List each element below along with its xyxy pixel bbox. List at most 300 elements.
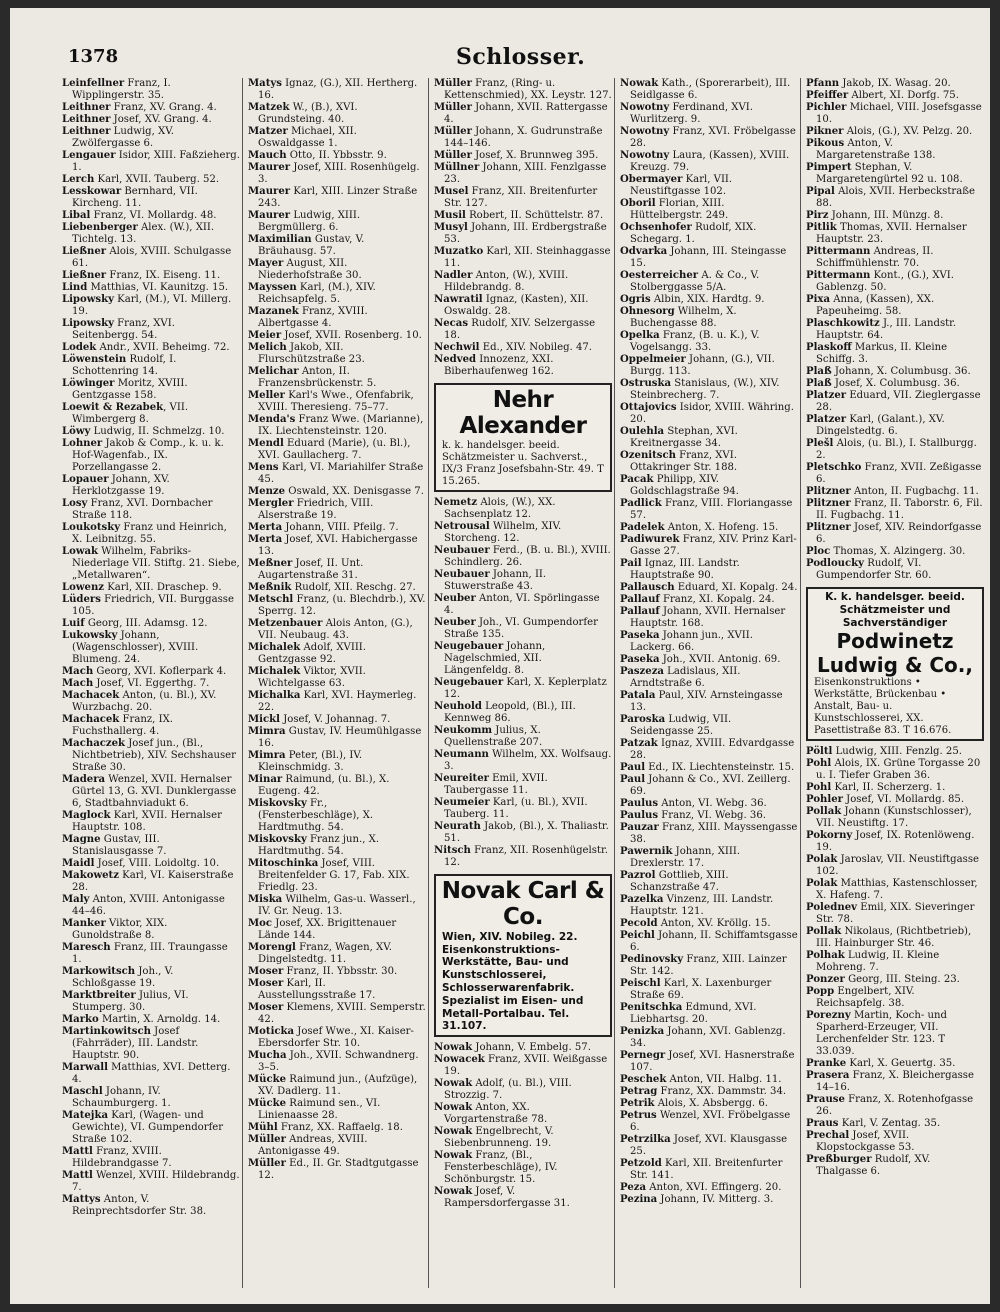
entry-details: Josef, XIV. Reindorfgasse 6. [816, 522, 982, 545]
directory-entry [804, 854, 986, 878]
entry-name: Nowak [620, 78, 659, 89]
entry-details: Karl, XVII. Tauberg. 52. [94, 174, 220, 185]
entry-name: Patala [620, 690, 656, 701]
entry-details: Alex. (W.), XII. Tichtelg. 13. [72, 222, 215, 245]
ad-text: Eisenkonstruktions • Werkstätte, Brückenbau • Anstalt, Bau- u. Kunstschlosserei, XX. Pasettistraße 83. T 16.676. [814, 677, 952, 737]
entry-name: Pollak [806, 806, 842, 818]
entry-name: Mitoschinka [248, 858, 319, 869]
directory-entry [618, 378, 800, 402]
entry-name: Mücke [248, 1074, 287, 1085]
entry-details: Jaroslav, VII. Neustiftgasse 102. [816, 854, 979, 878]
entry-details: Julius, VI. Stumperg. 30. [72, 990, 189, 1013]
entry-name: Madera [62, 774, 106, 785]
directory-entry [432, 210, 614, 222]
entry-details: Matthias, XVI. Detterg. 4. [72, 1062, 231, 1085]
entry-name: Metzenbauer [248, 618, 323, 629]
directory-entry [618, 870, 800, 894]
entry-details: Anton, X. Hofeng. 15. [664, 522, 779, 533]
entry-details: Franz, IX. Eiseng. 11. [106, 270, 221, 281]
entry-details: Josef jun., (Bl., Nichtbetrieb), XIV. Sechshauser Straße 30. [72, 738, 236, 773]
directory-entry [60, 210, 242, 222]
entry-details: Georg, III. Steing. 23. [844, 974, 960, 986]
directory-entry [618, 246, 800, 270]
directory-entry [432, 821, 614, 845]
entry-name: Neurath [434, 820, 481, 832]
entry-details: Peter, (Bl.), IV. Kleinschmidg. 3. [258, 750, 363, 773]
directory-entry [60, 666, 242, 678]
directory-entry [618, 174, 800, 198]
entry-name: Mauch [248, 150, 287, 161]
directory-entry [246, 1134, 428, 1158]
directory-entry [804, 1130, 986, 1154]
directory-entry [804, 342, 986, 366]
entry-name: Paulus [620, 810, 659, 821]
entry-name: Polhak [806, 950, 845, 962]
directory-entry [804, 246, 986, 270]
entry-name: Nowak [434, 1042, 473, 1054]
entry-name: Löwinger [62, 378, 115, 389]
directory-entry [618, 294, 800, 306]
entry-name: Lowak [62, 546, 99, 557]
entry-details: Adolf, XVIII. Gentzgasse 92. [258, 642, 366, 665]
entry-details: Johann, II. Schiffamtsgasse 6. [630, 930, 798, 953]
entry-name: Pohler [806, 794, 843, 806]
directory-entry [60, 1110, 242, 1146]
entry-details: Franz, VI. Mollardg. 48. [90, 210, 217, 221]
directory-entry [618, 762, 800, 774]
directory-entry [804, 318, 986, 342]
entry-details: Josef, VI. Mollardg. 85. [842, 794, 965, 806]
directory-entry [60, 1014, 242, 1026]
entry-details: Karl, XVI. Haymerleg. 22. [258, 690, 417, 713]
entry-name: Nedved [434, 354, 477, 365]
entry-details: Viktor, XIX. Gunoldstraße 8. [72, 918, 168, 941]
entry-details: , VII. Wimbergerg 8. [72, 402, 189, 425]
directory-entry [246, 486, 428, 498]
entry-name: Neuber [434, 592, 476, 604]
entry-details: Andreas, II. Schiffmühlenstr. 70. [816, 246, 934, 269]
entry-details: Ludwig, VII. Seidengasse 25. [630, 714, 732, 737]
entry-details: Anton, XVIII. Antonigasse 44–46. [72, 894, 225, 917]
directory-entry [618, 558, 800, 582]
directory-entry [246, 258, 428, 282]
directory-entry [432, 773, 614, 797]
entry-name: Paul [620, 762, 646, 773]
entry-details: Albert, XI. Dorfg. 75. [848, 90, 959, 101]
entry-name: Ließner [62, 246, 107, 257]
directory-entry [60, 1146, 242, 1170]
directory-entry [60, 426, 242, 438]
entry-details: Josef, XX. Brigittenauer Lände 144. [258, 918, 397, 941]
directory-entry [246, 966, 428, 978]
directory-entry [618, 354, 800, 378]
entry-details: Josef, XVI. Klausgasse 25. [630, 1134, 788, 1157]
entry-details: Ignaz, III. Landstr. Hauptstraße 90. [630, 558, 740, 581]
entry-name: Magne [62, 834, 101, 845]
entry-details: Franz, (B. u. K.), V. Vogelsangg. 33. [630, 330, 760, 353]
entry-details: Ludwig, XV. Zwölfergasse 6. [72, 126, 174, 149]
entry-name: Petrus [620, 1110, 657, 1121]
directory-entry [432, 1102, 614, 1126]
directory-entry [60, 966, 242, 990]
entry-name: Oboril [620, 198, 656, 209]
entry-details: Ed., XIV. Nobileg. 47. [479, 342, 593, 353]
entry-details: Karl, XII. Steinhaggasse 11. [444, 246, 611, 269]
directory-entry [246, 438, 428, 462]
directory-entry [60, 870, 242, 894]
directory-entry [804, 414, 986, 438]
directory-entry [804, 950, 986, 974]
directory-entry [432, 222, 614, 246]
directory-entry [618, 402, 800, 426]
directory-entry [804, 90, 986, 102]
entry-name: Marwall [62, 1062, 108, 1073]
entry-details: Anton, V. Reinprechtsdorfer Str. 38. [72, 1194, 207, 1217]
entry-details: Michael, XII. Oswaldgasse 1. [258, 126, 357, 149]
entry-details: Franz, (Ring- u. Kettenschmied), XX. Leystr. 127. [444, 78, 612, 101]
entry-details: Franz, X. Bleichergasse 14–16. [816, 1070, 974, 1094]
entry-details: Paul, XIV. Arnsteingasse 13. [630, 690, 783, 713]
entry-name: Müller [434, 150, 472, 161]
directory-entry [432, 1126, 614, 1150]
entry-name: Miskovsky [248, 798, 307, 809]
entry-details: Ferdinand, XVI. Wurlitzerg. 9. [630, 102, 753, 125]
entry-name: Nowak [434, 1102, 473, 1114]
directory-entry [60, 354, 242, 378]
directory-entry [432, 186, 614, 210]
entry-details: Anton, VI. Webg. 36. [658, 798, 767, 809]
entry-name: Müller [434, 126, 472, 137]
entry-name: Mach [62, 666, 94, 677]
entry-name: Michalek [248, 642, 301, 653]
entry-details: Franz, XVI. Fröbelgasse 28. [630, 126, 796, 149]
directory-entry [804, 974, 986, 986]
entry-name: Markowitsch [62, 966, 136, 977]
entry-details: Eduard, XI. Kopalg. 24. [674, 582, 798, 593]
directory-entry [618, 1134, 800, 1158]
entry-details: Franz, XX. Raffaelg. 18. [277, 1122, 403, 1133]
entry-name: Padlick [620, 498, 662, 509]
entry-name: Pipal [806, 186, 835, 197]
entry-name: Paszeza [620, 666, 664, 677]
entry-details: Johann, IV. Mitterg. 3. [657, 1194, 774, 1205]
directory-entry [60, 114, 242, 126]
entry-details: Karl, VI. Mariahilfer Straße 45. [258, 462, 424, 485]
entry-details: Klemens, XVIII. Semperstr. 42. [258, 1002, 426, 1025]
entry-name: Matejka [62, 1110, 108, 1121]
entry-details: Wenzel, XVI. Fröbelgasse 6. [630, 1110, 791, 1133]
entry-details: Ferd., (B. u. Bl.), XVIII. Schindlerg. 26. [444, 544, 611, 568]
entry-details: Anton, (u. Bl.), XV. Wurzbachg. 20. [72, 690, 217, 713]
directory-entry [432, 78, 614, 102]
entry-details: Karl, (Wagen- und Gewichte), VI. Gumpendorfer Straße 102. [72, 1110, 224, 1145]
column-1 [60, 78, 243, 1288]
directory-entry [432, 150, 614, 162]
directory-entry [432, 521, 614, 545]
entry-details: Franz, XVII. Zeßigasse 6. [816, 462, 982, 485]
entry-details: Rudolf, XIX. Schegarg. 1. [630, 222, 757, 245]
entry-name: Paul [620, 774, 646, 785]
directory-entry [60, 222, 242, 246]
entry-details: Jakob, XII. Flurschützstraße 23. [258, 342, 365, 365]
entry-details: Karl, XII. Draschep. 9. [104, 582, 222, 593]
directory-entry [618, 774, 800, 798]
entry-details: J., III. Landstr. Hauptstr. 64. [816, 318, 957, 341]
directory-entry [246, 522, 428, 534]
entry-name: Pecold [620, 918, 658, 929]
directory-entry [804, 162, 986, 186]
entry-name: Mücke [248, 1098, 287, 1109]
entry-name: Libal [62, 210, 91, 221]
entry-name: Neukomm [434, 724, 493, 736]
directory-entry [804, 294, 986, 318]
entry-details: Jakob, IX. Wasag. 20. [839, 78, 951, 89]
entry-name: Pazrol [620, 870, 656, 881]
entry-details: Wilhelm, XIV. Storcheng. 12. [444, 520, 562, 544]
directory-entry [246, 834, 428, 858]
entry-name: Miskovsky [248, 834, 307, 845]
entry-details: A. & Co., V. Stolberggasse 5/A. [630, 270, 760, 293]
entry-name: Pezina [620, 1194, 658, 1205]
entry-details: Johann (Kunstschlosser), VII. Neustiftg. 17. [816, 806, 972, 830]
directory-entry [618, 1158, 800, 1182]
entry-details: Alois Anton, (G.), VII. Neubaug. 43. [258, 618, 413, 641]
entry-details: Julius, X. Quellenstraße 207. [444, 724, 543, 748]
directory-entry [246, 234, 428, 258]
entry-name: Machacek [62, 714, 120, 725]
ad-name: Podwinetz Ludwig & Co., [817, 629, 973, 678]
directory-entry [60, 942, 242, 966]
directory-entry [804, 522, 986, 546]
entry-name: Nechwil [434, 342, 480, 353]
entry-name: Nowacek [434, 1054, 485, 1066]
entry-name: Nowak [434, 1078, 473, 1090]
directory-entry [60, 402, 242, 426]
entry-name: Menze [248, 486, 286, 497]
entry-details: Franz, XVI. Ottakringer Str. 188. [630, 450, 738, 473]
directory-entry [804, 102, 986, 126]
entry-details: Josef, XVI. Habichergasse 13. [258, 534, 418, 557]
entry-details: Alois, XVIII. Schulgasse 61. [72, 246, 232, 269]
entry-details: Philipp, XIV. Goldschlagstraße 94. [630, 474, 739, 497]
directory-entry [618, 222, 800, 246]
directory-entry [432, 797, 614, 821]
entry-details: Stanislaus, (W.), XIV. Steinbrecherg. 7. [630, 378, 780, 401]
entry-name: Pranke [806, 1058, 847, 1070]
entry-details: Wenzel, XVIII. Hildebrandg. 7. [72, 1170, 240, 1193]
entry-details: Franz, VI. Webg. 36. [658, 810, 766, 821]
directory-entry [246, 798, 428, 834]
advertisement-novak [434, 874, 612, 1037]
directory-entry [618, 78, 800, 102]
entry-details: Franz und Heinrich, X. Leibnitzg. 55. [72, 522, 227, 545]
entry-name: Plitzner [806, 498, 851, 509]
entry-name: Mendl [248, 438, 284, 449]
entry-name: Müller [248, 1158, 286, 1169]
directory-entry [804, 806, 986, 830]
directory-entry [246, 714, 428, 726]
directory-entry [60, 522, 242, 546]
directory-entry [246, 978, 428, 1002]
entry-details: Eduard, VII. Zieglergasse 28. [816, 390, 981, 413]
entry-name: Ogris [620, 294, 651, 305]
directory-entry [618, 798, 800, 810]
directory-entry [432, 1150, 614, 1186]
entry-name: Leinfellner [62, 78, 125, 89]
entry-name: Pittermann [806, 270, 871, 281]
directory-entry [618, 978, 800, 1002]
directory-entry [432, 749, 614, 773]
entry-name: Lengauer [62, 150, 116, 161]
entry-name: Maly [62, 894, 90, 905]
entry-details: Kont., (G.), XVI. Gablenzg. 50. [816, 270, 955, 293]
directory-entry [804, 794, 986, 806]
directory-entry [60, 738, 242, 774]
entry-name: Pazelka [620, 894, 664, 905]
directory-entry [618, 1050, 800, 1074]
directory-entry [60, 1086, 242, 1110]
directory-entry [432, 593, 614, 617]
entry-details: Johann, III. Steingasse 15. [630, 246, 787, 269]
directory-entry [804, 270, 986, 294]
directory-entry [804, 78, 986, 90]
entry-details: Franz, XVI. Seitenbergg. 54. [72, 318, 175, 341]
directory-entry [804, 1058, 986, 1070]
entry-details: Karl, XVII. Hernalser Hauptstr. 108. [72, 810, 222, 833]
entry-details: Franz, XIII. Lainzer Str. 142. [630, 954, 787, 977]
entry-name: Moser [248, 1002, 284, 1013]
entry-details: Ludwig, XIII. Fenzlg. 25. [832, 746, 962, 758]
entry-details: Franz, XII. Rosenhügelstr. 12. [444, 844, 608, 868]
directory-entry [60, 318, 242, 342]
entry-name: Polak [806, 878, 838, 890]
directory-entry [804, 1154, 986, 1178]
entry-details: Anton, XV. Kröllg. 15. [657, 918, 771, 929]
entry-details: Martin, X. Arnoldg. 14. [98, 1014, 221, 1025]
entry-name: Meier [248, 330, 282, 341]
entry-name: Opelka [620, 330, 660, 341]
entry-details: Kath., (Sporerarbeit), III. Seidlgasse 6. [630, 78, 791, 101]
entry-name: Platzer [806, 414, 847, 425]
entry-name: Peschek [620, 1074, 667, 1085]
entry-details: Franz, XI. Kopalg. 24. [659, 594, 775, 605]
entry-details: Josef, XVII. Klopstockgasse 53. [816, 1130, 915, 1154]
directory-entry [432, 294, 614, 318]
directory-entry [618, 1194, 800, 1206]
entry-name: Pöltl [806, 746, 833, 758]
column-5 [804, 78, 986, 1288]
entry-details: Fr., (Fensterbeschläge), X. Hardtmuthg. 54. [258, 798, 374, 833]
directory-entry [804, 186, 986, 210]
entry-name: Ploc [806, 546, 831, 557]
entry-details: Franz, II. Ybbsstr. 30. [283, 966, 398, 977]
entry-name: Neumeier [434, 796, 490, 808]
directory-entry [60, 774, 242, 810]
directory-entry [60, 150, 242, 174]
entry-name: Merta [248, 534, 283, 545]
entry-name: Necas [434, 318, 469, 329]
entry-name: Pittermann [806, 246, 871, 257]
entry-name: Nowotny [620, 126, 670, 137]
entry-details: Johann, XV. Herklotzgasse 19. [72, 474, 170, 497]
directory-columns [60, 78, 990, 1288]
entry-details: Franz Wwe. (Marianne), IX. Liechtensteinstr. 120. [258, 414, 424, 437]
entry-details: Karl's Wwe., Ofenfabrik, XVIII. Theresieng. 75–77. [258, 390, 414, 413]
entry-name: Lesskowar [62, 186, 122, 197]
entry-details: Friedrich, VII. Burggasse 105. [72, 594, 234, 617]
entry-details: Friedrich, VIII. Alserstraße 19. [258, 498, 374, 521]
directory-entry [804, 558, 986, 582]
entry-details: Anton, VI. Spörlingasse 4. [444, 592, 600, 616]
directory-entry [618, 822, 800, 846]
entry-details: Eduard (Marie), (u. Bl.), XVI. Gaullacherg. 7. [258, 438, 411, 461]
entry-details: Anton, II. Fugbachg. 11. [850, 486, 979, 497]
directory-entry [246, 1002, 428, 1026]
directory-entry [60, 594, 242, 618]
entry-details: Leopold, (Bl.), III. Kennweg 86. [444, 700, 576, 724]
entry-name: Lerch [62, 174, 95, 185]
entry-name: Ohnesorg [620, 306, 675, 317]
directory-entry [432, 1054, 614, 1078]
directory-entry [618, 306, 800, 330]
entry-name: Prechal [806, 1130, 850, 1142]
directory-entry [246, 582, 428, 594]
entry-name: Pohl [806, 782, 832, 794]
entry-details: Josef, XV. Grang. 4. [110, 114, 212, 125]
entry-name: Lipowsky [62, 294, 114, 305]
entry-details: Josef Wwe., XI. Kaiser-Ebersdorfer Str. 10. [258, 1026, 414, 1049]
directory-entry [804, 782, 986, 794]
entry-name: Pikner [806, 126, 844, 137]
entry-details: Karl, V. Zentag. 35. [838, 1118, 941, 1130]
entry-name: Mimra [248, 726, 286, 737]
entry-name: Marktbreiter [62, 990, 136, 1001]
entry-details: Anna, (Kassen), XX. Papeuheimg. 58. [816, 294, 935, 317]
entry-name: Ließner [62, 270, 107, 281]
entry-name: Podloucky [806, 558, 865, 569]
entry-details: Franz, XVIII. Albertgasse 4. [258, 306, 368, 329]
directory-entry [246, 342, 428, 366]
entry-details: Ed., IX. Liechtensteinstr. 15. [645, 762, 795, 773]
directory-entry [246, 858, 428, 894]
entry-name: Prasera [806, 1070, 850, 1082]
entry-details: Raimund sen., VI. Linienaasse 28. [258, 1098, 381, 1121]
entry-name: Neuhold [434, 700, 482, 712]
entry-name: Machaczek [62, 738, 126, 749]
directory-entry [432, 641, 614, 677]
entry-name: Michalka [248, 690, 301, 701]
directory-entry [618, 522, 800, 534]
entry-details: Johann, II. Stuwerstraße 43. [444, 568, 547, 592]
directory-entry [60, 690, 242, 714]
directory-entry [804, 830, 986, 854]
entry-name: Melichar [248, 366, 299, 377]
entry-name: Meller [248, 390, 286, 401]
entry-name: Neureiter [434, 772, 489, 784]
entry-details: Karl, XIII. Linzer Straße 243. [258, 186, 418, 209]
directory-entry [618, 1098, 800, 1110]
directory-entry [246, 390, 428, 414]
entry-name: Pollak [806, 926, 842, 938]
entry-details: Joh., V. Schloßgasse 19. [72, 966, 174, 989]
entry-details: Ludwig, XIII. Bergmüllerg. 6. [258, 210, 361, 233]
directory-entry [246, 918, 428, 942]
entry-name: Leithner [62, 126, 111, 137]
entry-details: Karl, VI. Kaiserstraße 28. [72, 870, 234, 893]
entry-details: Franz, III. Traungasse 1. [72, 942, 228, 965]
entry-details: Rudolf, XIV. Selzergasse 18. [444, 318, 596, 341]
entry-details: Laura, (Kassen), XVIII. Kreuzg. 79. [630, 150, 790, 173]
